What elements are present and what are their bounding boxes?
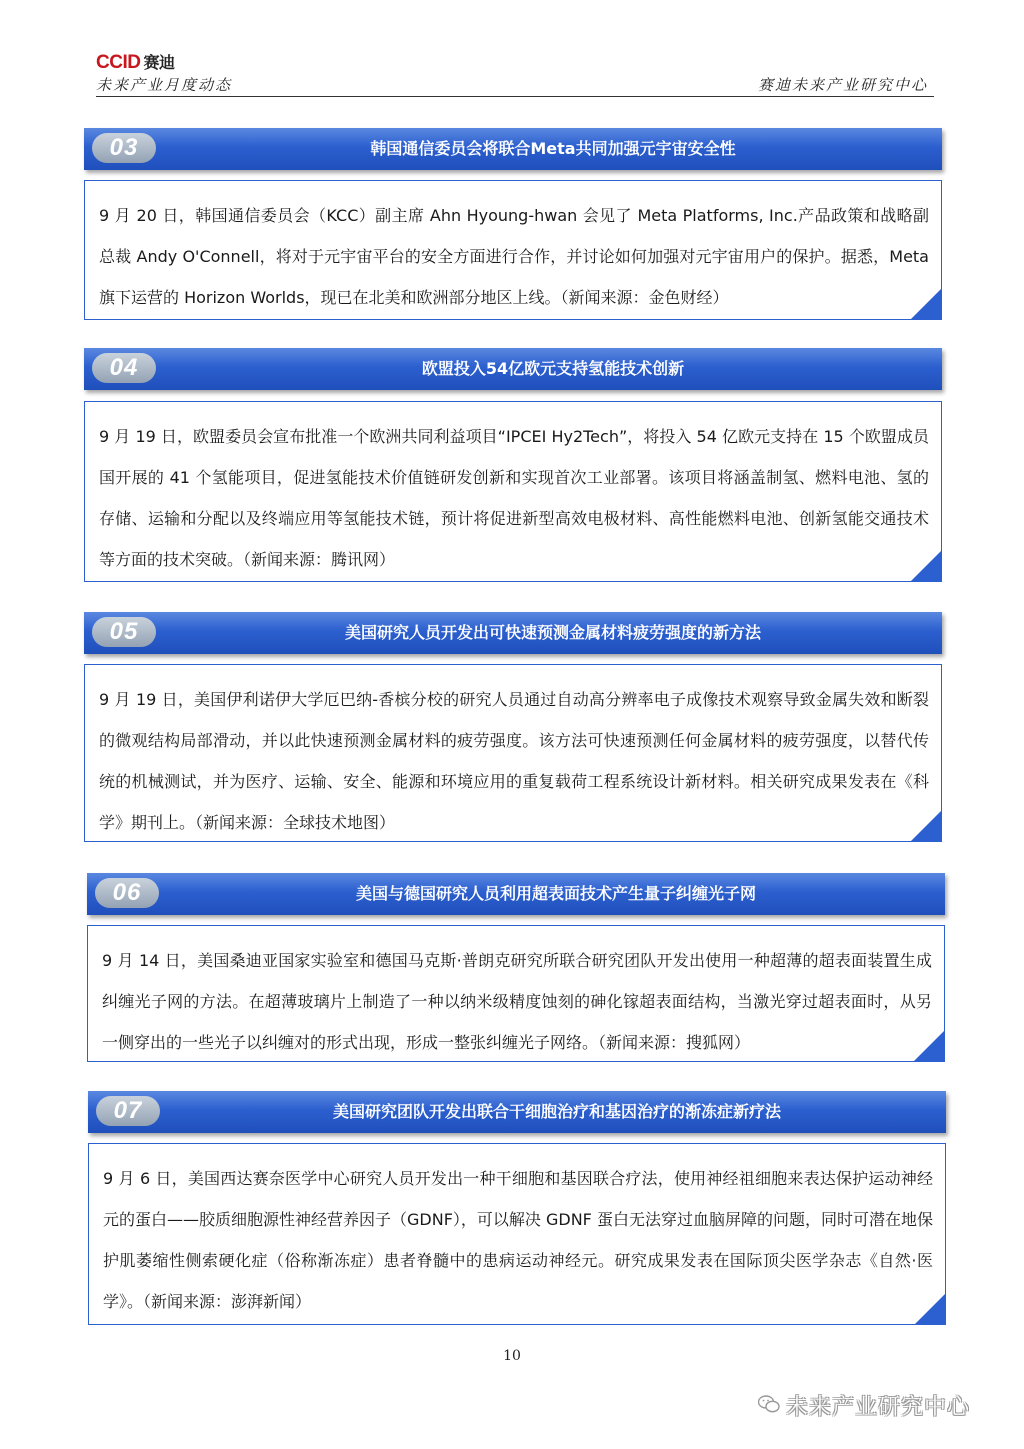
watermark bbox=[758, 1390, 970, 1421]
section-number: 05 bbox=[92, 617, 156, 647]
section-body bbox=[87, 925, 945, 1062]
wechat-icon bbox=[758, 1394, 780, 1414]
section-banner bbox=[84, 348, 942, 390]
section-body bbox=[88, 1143, 946, 1325]
section-text: 9 月 19 日，欧盟委员会宣布批准一个欧洲共同利益项目“IPCEI Hy2Tech”，将投入 54 亿欧元支持在 15 个欧盟成员国开展的 41 个氢能项目，促进氢能技术价值链研发创新和实现首次工业部署。该项目将涵盖制氢、燃料电池、氢的存储、运输和分配以及终端应用等氢能技术链，预计将促进新型高效电极材料、高性能燃料电池、创新氢能交通技术等方面的技术突破。（新闻来源：腾讯网） bbox=[99, 427, 929, 569]
corner-decoration bbox=[911, 811, 941, 841]
section-banner bbox=[84, 612, 942, 654]
section-title: 美国研究团队开发出联合干细胞治疗和基因治疗的渐冻症新疗法 bbox=[332, 1102, 781, 1121]
section-text: 9 月 6 日，美国西达赛奈医学中心研究人员开发出一种干细胞和基因联合疗法，使用神经祖细胞来表达保护运动神经元的蛋白——胶质细胞源性神经营养因子（GDNF），可以解决 GDNF 蛋白无法穿过血脑屏障的问题，同时可潜在地保护肌萎缩性侧索硬化症（俗称渐冻症）患者脊髓中的患病运动神经元。研究成果发表在国际顶尖医学杂志《自然·医学》。（新闻来源：澎湃新闻） bbox=[103, 1169, 933, 1311]
section-text: 9 月 20 日，韩国通信委员会（KCC）副主席 Ahn Hyoung-hwan 会见了 Meta Platforms, Inc.产品政策和战略副总裁 Andy O'Connell，将对于元宇宙平台的安全方面进行合作，并讨论如何加强对元宇宙用户的保护。据悉，Meta 旗下运营的 Horizon Worlds，现已在北美和欧洲部分地区上线。（新闻来源：金色财经） bbox=[99, 206, 929, 307]
section-number: 07 bbox=[96, 1096, 160, 1126]
corner-decoration bbox=[914, 1031, 944, 1061]
section-number: 04 bbox=[92, 353, 156, 383]
page-header bbox=[96, 44, 934, 96]
corner-decoration bbox=[915, 1294, 945, 1324]
section-banner bbox=[87, 873, 945, 915]
watermark-text: 未来产业研究中心 bbox=[786, 1395, 971, 1420]
news-section-03 bbox=[84, 128, 942, 320]
logo-sub: 赛迪 bbox=[143, 53, 175, 72]
news-section-05 bbox=[84, 612, 942, 842]
section-body bbox=[84, 664, 942, 842]
ccid-logo bbox=[96, 50, 174, 74]
header-divider bbox=[96, 96, 934, 97]
corner-decoration bbox=[911, 289, 941, 319]
section-text: 9 月 14 日，美国桑迪亚国家实验室和德国马克斯·普朗克研究所联合研究团队开发出使用一种超薄的超表面装置生成纠缠光子网的方法。在超薄玻璃片上制造了一种以纳米级精度蚀刻的砷化镓超表面结构，当激光穿过超表面时，从另一侧穿出的一些光子以纠缠对的形式出现，形成一整张纠缠光子网络。（新闻来源：搜狐网） bbox=[102, 951, 932, 1052]
logo-brand: CCID bbox=[96, 52, 141, 73]
publisher-name: 赛迪未来产业研究中心 bbox=[757, 76, 928, 94]
publication-title: 未来产业月度动态 bbox=[96, 76, 233, 94]
section-number: 06 bbox=[95, 878, 159, 908]
section-banner bbox=[88, 1091, 946, 1133]
page-number: 10 bbox=[503, 1348, 521, 1364]
section-title: 欧盟投入54亿欧元支持氢能技术创新 bbox=[421, 359, 685, 378]
section-banner bbox=[84, 128, 942, 170]
section-title: 美国研究人员开发出可快速预测金属材料疲劳强度的新方法 bbox=[344, 623, 761, 642]
section-text: 9 月 19 日，美国伊利诺伊大学厄巴纳-香槟分校的研究人员通过自动高分辨率电子成像技术观察导致金属失效和断裂的微观结构局部滑动，并以此快速预测金属材料的疲劳强度。该方法可快速预测任何金属材料的疲劳强度，以替代传统的机械测试，并为医疗、运输、安全、能源和环境应用的重复载荷工程系统设计新材料。相关研究成果发表在《科学》期刊上。（新闻来源：全球技术地图） bbox=[99, 690, 929, 832]
news-section-07 bbox=[88, 1091, 946, 1325]
section-number: 03 bbox=[92, 133, 156, 163]
section-title: 韩国通信委员会将联合Meta共同加强元宇宙安全性 bbox=[370, 139, 736, 158]
corner-decoration bbox=[911, 551, 941, 581]
section-body bbox=[84, 401, 942, 582]
news-section-04 bbox=[84, 348, 942, 582]
section-body bbox=[84, 180, 942, 320]
section-title: 美国与德国研究人员利用超表面技术产生量子纠缠光子网 bbox=[355, 884, 756, 903]
news-section-06 bbox=[87, 873, 945, 1062]
